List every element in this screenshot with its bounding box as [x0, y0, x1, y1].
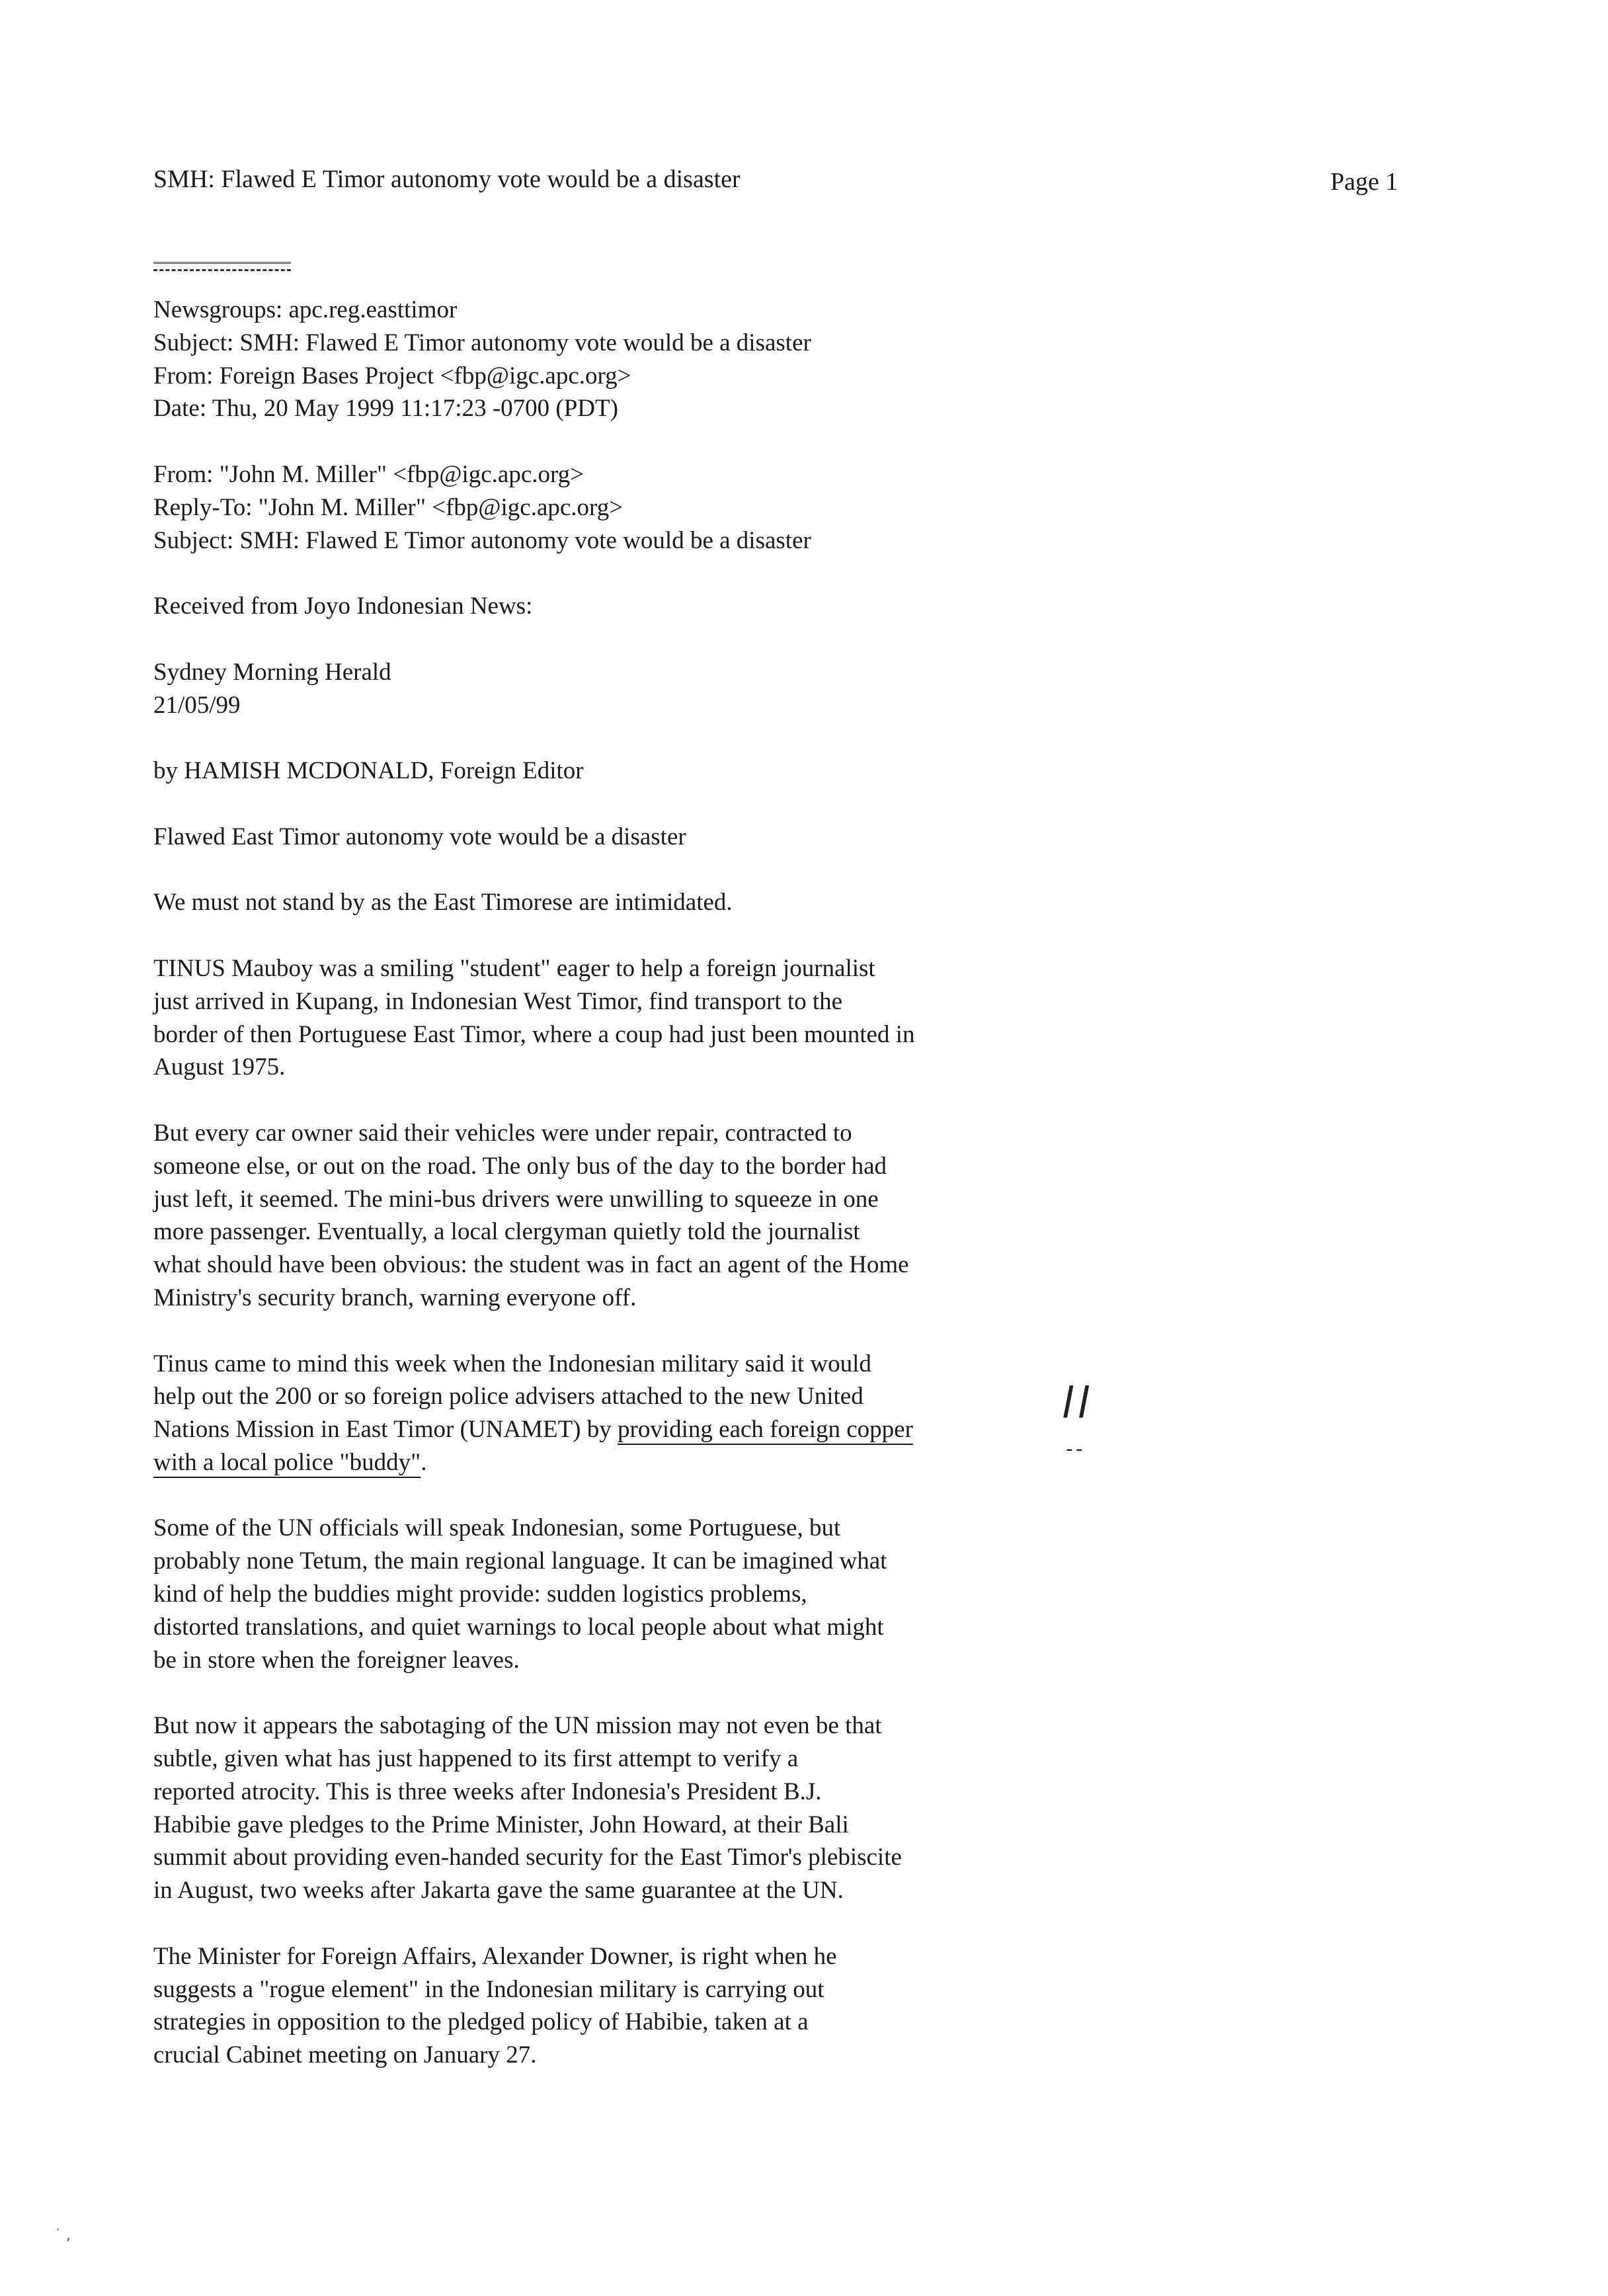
- handwritten-underline-text: providing each foreign copper: [618, 1416, 913, 1444]
- scan-corner-mark: ˙ ,: [54, 2227, 71, 2244]
- handwritten-underline-text: with a local police "buddy": [153, 1448, 421, 1476]
- paragraph-5-line: reported atrocity. This is three weeks after Indonesia's President B.J.: [153, 1778, 822, 1805]
- paragraph-1-line: TINUS Mauboy was a smiling "student" eager to help a foreign journalist: [153, 954, 875, 982]
- paragraph-5-line: summit about providing even-handed security for the East Timor's plebiscite: [153, 1844, 902, 1871]
- paragraph-1-line: border of then Portuguese East Timor, where a coup had just been mounted in: [153, 1020, 915, 1048]
- newsgroups-header: Newsgroups: apc.reg.easttimor: [153, 296, 458, 323]
- received-line: Received from Joyo Indonesian News:: [153, 593, 533, 620]
- paragraph-3-line: [153, 1413, 1079, 1446]
- paragraph-4-line: be in store when the foreigner leaves.: [153, 1646, 520, 1674]
- publication-date: 21/05/99: [153, 691, 241, 719]
- paragraph-2-line: more passenger. Eventually, a local clergyman quietly told the journalist: [153, 1218, 860, 1246]
- paragraph-5-line: subtle, given what has just happened to its first attempt to verify a: [153, 1745, 799, 1773]
- paragraph-6-line: crucial Cabinet meeting on January 27.: [153, 2041, 537, 2069]
- paragraph-6-line: The Minister for Foreign Affairs, Alexander Downer, is right when he: [153, 1942, 837, 1970]
- paragraph-1-line: August 1975.: [153, 1053, 286, 1081]
- publication-name: Sydney Morning Herald: [153, 658, 391, 686]
- paragraph-4-line: probably none Tetum, the main regional language. It can be imagined what: [153, 1547, 887, 1575]
- reply-to-header: Reply-To: "John M. Miller" <fbp@igc.apc.org>: [153, 493, 623, 521]
- email-body: [153, 294, 1079, 2072]
- handwritten-margin-note: ll: [1062, 1379, 1094, 1428]
- page-number: Page 1: [1330, 168, 1398, 196]
- paragraph-2-line: But every car owner said their vehicles were under repair, contracted to: [153, 1119, 852, 1147]
- subject-header: Subject: SMH: Flawed E Timor autonomy vote would be a disaster: [153, 329, 811, 356]
- handwritten-margin-dots: --: [1066, 1438, 1086, 1461]
- paragraph-6-line: strategies in opposition to the pledged policy of Habibie, taken at a: [153, 2008, 809, 2036]
- paragraph-5-line: in August, two weeks after Jakarta gave the same guarantee at the UN.: [153, 1877, 844, 1905]
- paragraph-3-line: [153, 1446, 1079, 1479]
- paragraph-2-line: just left, it seemed. The mini-bus drivers were unwilling to squeeze in one: [153, 1185, 879, 1213]
- paragraph-6-line: suggests a "rogue element" in the Indonesian military is carrying out: [153, 1975, 824, 2003]
- paragraph-4-line: distorted translations, and quiet warnings to local people about what might: [153, 1613, 884, 1641]
- paragraph-3-line: Tinus came to mind this week when the Indonesian military said it would: [153, 1350, 871, 1377]
- running-header-title: SMH: Flawed E Timor autonomy vote would be a disaster: [153, 165, 741, 193]
- paragraph-2-line: someone else, or out on the road. The only bus of the day to the border had: [153, 1152, 887, 1180]
- paragraph-1-line: just arrived in Kupang, in Indonesian West Timor, find transport to the: [153, 987, 843, 1015]
- paragraph-3-text: .: [421, 1448, 427, 1476]
- article-title: Flawed East Timor autonomy vote would be a disaster: [153, 823, 686, 850]
- header-separator: [153, 262, 291, 266]
- standfirst: We must not stand by as the East Timorese are intimidated.: [153, 889, 733, 917]
- paragraph-5-line: But now it appears the sabotaging of the UN mission may not even be that: [153, 1712, 882, 1740]
- paragraph-5-line: Habibie gave pledges to the Prime Minister, John Howard, at their Bali: [153, 1811, 849, 1838]
- reply-subject-header: Subject: SMH: Flawed E Timor autonomy vote would be a disaster: [153, 526, 811, 554]
- paragraph-4-line: Some of the UN officials will speak Indonesian, some Portuguese, but: [153, 1514, 841, 1542]
- paragraph-2-line: what should have been obvious: the student was in fact an agent of the Home: [153, 1251, 909, 1279]
- date-header: Date: Thu, 20 May 1999 11:17:23 -0700 (PDT): [153, 395, 618, 423]
- paragraph-3-line: help out the 200 or so foreign police advisers attached to the new United: [153, 1383, 864, 1411]
- paragraph-4-line: kind of help the buddies might provide: sudden logistics problems,: [153, 1580, 807, 1608]
- byline: by HAMISH MCDONALD, Foreign Editor: [153, 757, 584, 785]
- paragraph-2-line: Ministry's security branch, warning everyone off.: [153, 1284, 637, 1311]
- reply-from-header: From: "John M. Miller" <fbp@igc.apc.org>: [153, 460, 584, 488]
- from-header: From: Foreign Bases Project <fbp@igc.apc.org>: [153, 362, 631, 390]
- paragraph-3-text: Nations Mission in East Timor (UNAMET) by: [153, 1416, 618, 1444]
